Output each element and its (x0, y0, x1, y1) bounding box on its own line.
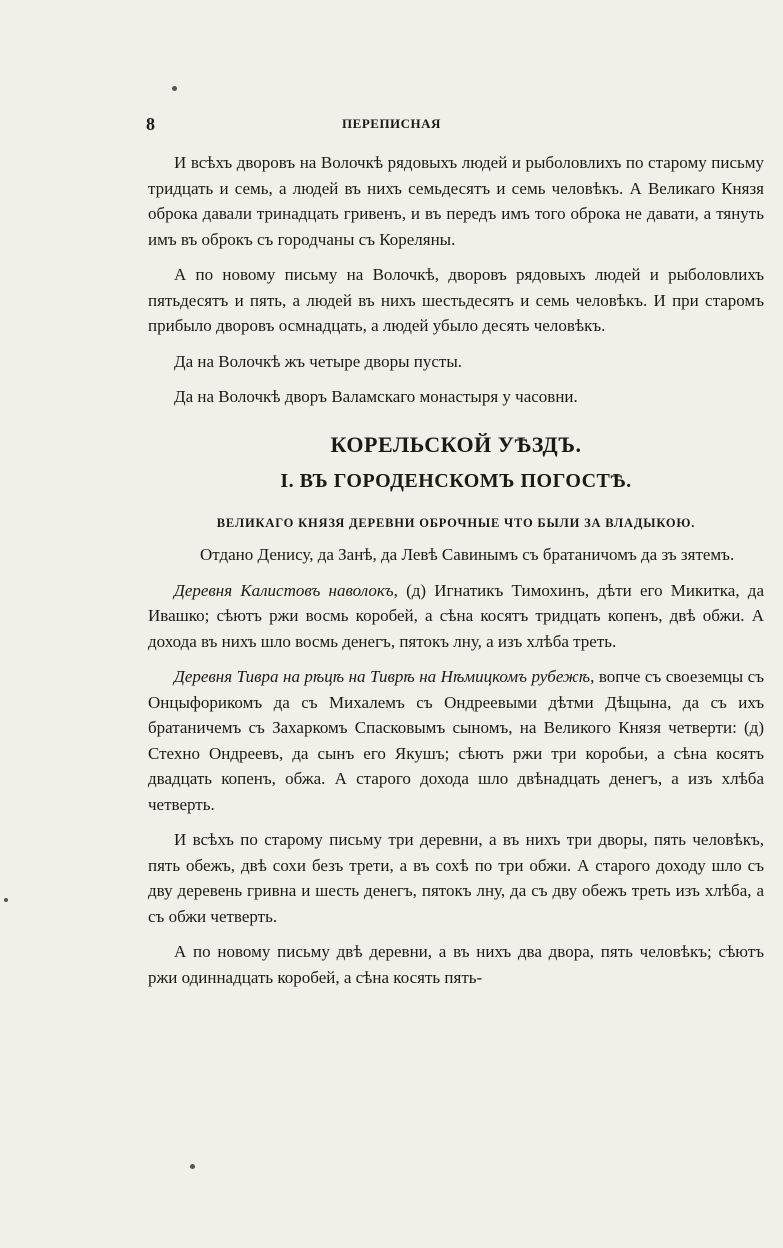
subsection-title: I. ВЪ ГОРОДЕНСКОМЪ ПОГОСТѢ. (280, 470, 632, 492)
paragraph: И всѣхъ по старому письму три деревни, а въ нихъ три дворы, пять человѣкъ, пять обежъ, двѣ сохи безъ трети, а въ сохѣ по три обжи. А старого доходу шло съ дву деревень гривна и шесть денегъ, пятокъ лну, да съ дву обежъ треть изъ хлѣба, а съ обжи четверть. (148, 830, 764, 926)
small-heading: ВЕЛИКАГО КНЯЗЯ ДЕРЕВНИ ОБРОЧНЫЕ ЧТО БЫЛИ ЗА ВЛАДЫКОЮ. (216, 515, 696, 530)
village-text: , (д) Игнатикъ Тимохинъ, дѣти его Микитка, да Ивашко; сѣютъ ржи восмь коробей, а сѣна косятъ тридцать копенъ, двѣ обжи. А дохода въ нихъ шло восмь денегъ, пятокъ лну, а изъ хлѣба треть. (148, 580, 765, 651)
paragraph (148, 664, 764, 817)
section-title: КОРЕЛЬСКОЙ УѢЗДЪ. (330, 431, 582, 457)
ink-speck (4, 898, 8, 902)
village-name: Деревня Калистовъ наволокъ (174, 580, 394, 600)
paragraph: А по новому письму на Волочкѣ, дворовъ рядовыхъ людей и рыболовлихъ пятьдесятъ и пять, а людей въ нихъ шестьдесятъ и семь человѣкъ. И при старомъ прибыло дворовъ осмнадцать, а людей убыло десять человѣкъ. (148, 265, 764, 335)
paragraph (148, 578, 764, 655)
running-head: ПЕРЕПИСНАЯ (342, 116, 441, 131)
paragraph: Да на Волочкѣ дворъ Валамскаго монастыря у часовни. (174, 387, 578, 406)
paragraph: Отдано Денису, да Занѣ, да Левѣ Савинымъ съ братаничомъ да зъ зятемъ. (200, 545, 735, 564)
village-text: , вопче съ своеземцы съ Онцыфорикомъ да съ Михалемъ съ Ондреевыми дѣтми Дѣщына, да съ ихъ братаничемъ съ Захаркомъ Спасковымъ сыномъ, на Великого Князя четверти: (д) Стехно Ондреевъ, да сынъ его Якушъ; сѣютъ ржи три коробьи, а сѣна косятъ двадцать копенъ, обжа. А старого дохода шло двѣнадцать денегъ, а изъ хлѣба четверть. (148, 667, 765, 814)
village-name: Деревня Тивра на рѣцѣ на Тиврѣ на Нѣмицкомъ рубежѣ (174, 667, 591, 686)
body-text (148, 150, 764, 1000)
page-number: 8 (146, 114, 155, 134)
paragraph: А по новому письму двѣ деревни, а въ нихъ два двора, пять человѣкъ; сѣютъ ржи одиннадцать коробей, а сѣна косять пять- (148, 942, 764, 987)
paragraph: И всѣхъ дворовъ на Волочкѣ рядовыхъ людей и рыболовлихъ по старому письму тридцать и семь, а людей въ нихъ семьдесятъ и семь человѣкъ. А Великаго Князя оброка давали тринадцать гривенъ, и въ передъ имъ того оброка не давати, а тянуть имъ въ оброкъ съ городчаны съ Кореляны. (148, 153, 764, 249)
ink-speck (190, 1164, 195, 1169)
ink-speck (172, 86, 177, 91)
paragraph: Да на Волочкѣ жъ четыре дворы пусты. (174, 351, 463, 371)
